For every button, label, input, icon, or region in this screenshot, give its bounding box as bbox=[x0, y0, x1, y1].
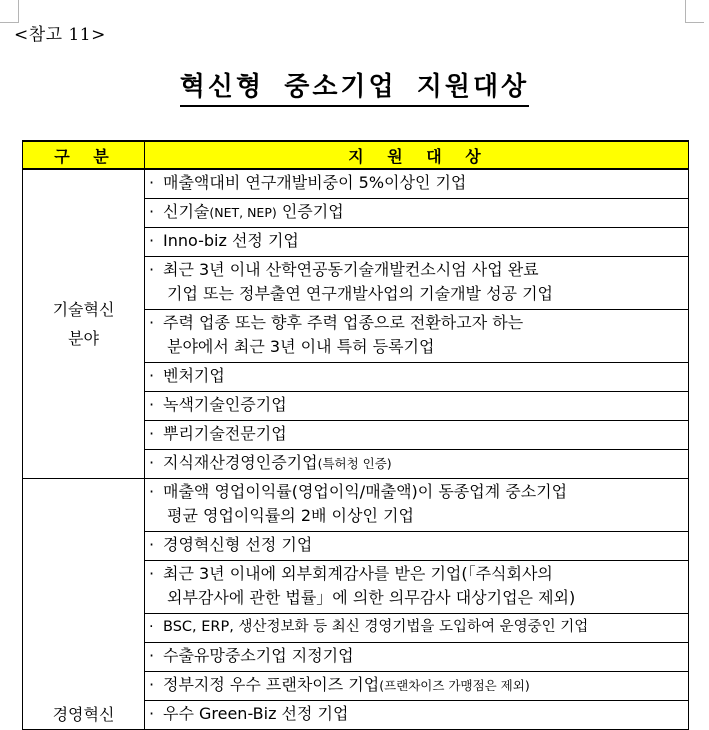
bullet-mark: · bbox=[149, 173, 155, 192]
page-corner-mark-right bbox=[685, 0, 704, 23]
item-text: 정부지정 우수 프랜차이즈 기업 bbox=[163, 675, 380, 694]
list-item bbox=[145, 228, 689, 257]
item-text-line2: 외부감사에 관한 법률」에 의한 의무감사 대상기업은 제외) bbox=[167, 588, 576, 607]
item-text-small: (특허청 인증) bbox=[317, 456, 392, 471]
item-text-small: (프랜차이즈 가맹점은 제외) bbox=[379, 678, 530, 693]
document-title: 혁신형 중소기업 지원대상 bbox=[180, 72, 529, 107]
bullet-mark: · bbox=[149, 395, 155, 414]
table-row bbox=[23, 479, 689, 532]
category-name-line2: 분야 bbox=[68, 329, 99, 348]
list-item bbox=[145, 310, 689, 363]
item-text: 주력 업종 또는 향후 주력 업종으로 전환하고자 하는 bbox=[163, 313, 524, 332]
item-text: 신기술 bbox=[163, 202, 210, 221]
item-text-line2: 기업 또는 정부출연 연구개발사업의 기술개발 성공 기업 bbox=[167, 284, 554, 303]
category-name-line1: 기술혁신 bbox=[52, 300, 115, 319]
bullet-mark: · bbox=[149, 482, 155, 501]
item-text: 지식재산경영인증기업 bbox=[163, 453, 318, 472]
bullet-mark: · bbox=[149, 231, 155, 250]
support-target-table bbox=[22, 140, 689, 730]
list-item bbox=[145, 479, 689, 532]
header-category: 구 분 bbox=[23, 141, 145, 169]
item-text: 경영혁신형 선정 기업 bbox=[163, 535, 313, 554]
item-text: 우수 Green-Biz 선정 기업 bbox=[163, 704, 349, 723]
item-text: 뿌리기술전문기업 bbox=[163, 424, 287, 443]
header-target: 지 원 대 상 bbox=[145, 141, 689, 169]
table-row bbox=[23, 169, 689, 199]
list-item bbox=[145, 169, 689, 199]
item-text-small: (NET, NEP) bbox=[209, 205, 277, 220]
list-item bbox=[145, 643, 689, 672]
list-item bbox=[145, 392, 689, 421]
bullet-mark: · bbox=[149, 564, 155, 583]
category-cell-tech bbox=[23, 169, 145, 479]
item-text: 수출유망중소기업 지정기업 bbox=[163, 646, 354, 665]
list-item bbox=[145, 257, 689, 310]
item-text: 녹색기술인증기업 bbox=[163, 395, 287, 414]
bullet-mark: · bbox=[149, 313, 155, 332]
item-text: BSC, ERP, 생산정보화 등 최신 경영기법을 도입하여 운영중인 기업 bbox=[163, 619, 589, 635]
bullet-mark: · bbox=[149, 646, 155, 665]
table-header-row bbox=[23, 141, 689, 169]
bullet-mark: · bbox=[149, 202, 155, 221]
item-text-rest: 인증기업 bbox=[276, 202, 344, 221]
item-text: 매출액 영업이익률(영업이익/매출액)이 동종업계 중소기업 bbox=[163, 482, 568, 501]
list-item bbox=[145, 672, 689, 701]
item-text: 최근 3년 이내에 외부회계감사를 받은 기업(「주식회사의 bbox=[163, 564, 553, 583]
list-item bbox=[145, 199, 689, 228]
list-item bbox=[145, 363, 689, 392]
item-text: Inno-biz 선정 기업 bbox=[163, 231, 299, 250]
item-text-line2: 분야에서 최근 3년 이내 특허 등록기업 bbox=[167, 337, 435, 356]
bullet-mark: · bbox=[149, 704, 155, 723]
item-text: 매출액대비 연구개발비중이 5%이상인 기업 bbox=[163, 173, 467, 192]
item-text: 벤처기업 bbox=[163, 366, 225, 385]
bullet-mark: · bbox=[149, 366, 155, 385]
list-item bbox=[145, 421, 689, 450]
bullet-mark: · bbox=[149, 453, 155, 472]
item-text: 최근 3년 이내 산학연공동기술개발컨소시엄 사업 완료 bbox=[163, 260, 539, 279]
bullet-mark: · bbox=[149, 424, 155, 443]
document-title-container bbox=[0, 66, 709, 103]
reference-label: <참고 11> bbox=[14, 25, 106, 45]
bullet-mark: · bbox=[149, 619, 154, 635]
item-text-line2: 평균 영업이익률의 2배 이상인 기업 bbox=[167, 506, 414, 525]
list-item bbox=[145, 450, 689, 479]
bullet-mark: · bbox=[149, 675, 155, 694]
list-item bbox=[145, 532, 689, 561]
category-cell-management bbox=[23, 479, 145, 730]
list-item bbox=[145, 561, 689, 614]
bullet-mark: · bbox=[149, 260, 155, 279]
list-item bbox=[145, 701, 689, 730]
bullet-mark: · bbox=[149, 535, 155, 554]
category-name-line1: 경영혁신 bbox=[52, 705, 115, 724]
list-item bbox=[145, 614, 689, 643]
